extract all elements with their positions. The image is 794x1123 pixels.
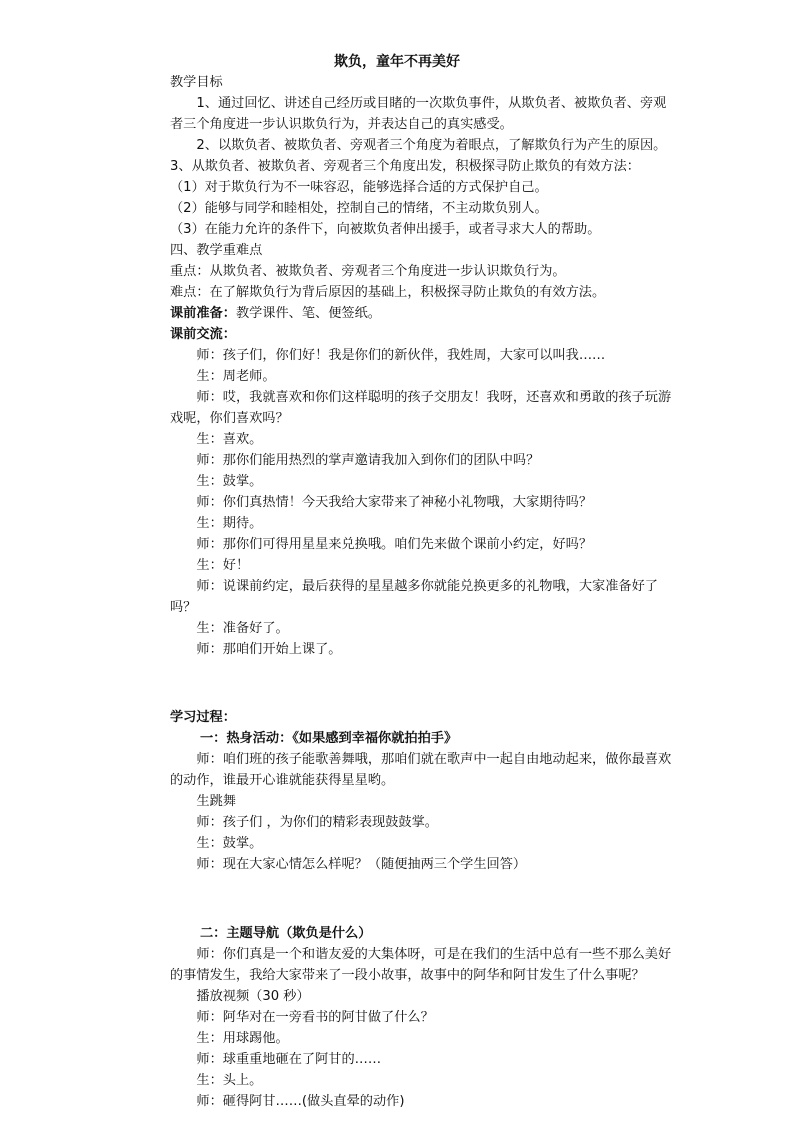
doc-line: 教学目标 [170, 75, 223, 90]
doc-line: 3、从欺负者、被欺负者、旁观者三个角度出发，积极探寻防止欺负的有效方法： [170, 159, 640, 174]
doc-line: 2、以欺负者、被欺负者、旁观者三个角度为着眼点，了解欺负行为产生的原因。 [196, 138, 667, 153]
doc-line: 师：孩子们，你们好！我是你们的新伙伴，我姓周，大家可以叫我…… [196, 348, 606, 363]
doc-line: 生：喜欢。 [196, 432, 263, 447]
doc-line: （2）能够与同学和睦相处，控制自己的情绪，不主动欺负别人。 [170, 201, 548, 216]
doc-line: 播放视频（30 秒） [196, 988, 310, 1004]
blank-line [170, 673, 672, 694]
line-rest: 教学课件、笔、便签纸。 [235, 306, 381, 321]
doc-line: 师：那咱们开始上课了。 [196, 642, 342, 657]
doc-line: 师：说课前约定，最后获得的星星越多你就能兑换更多的礼物哦，大家准备好了吗？ [170, 579, 658, 615]
doc-line: 难点：在了解欺负行为背后原因的基础上，积极探寻防止欺负的有效方法。 [170, 285, 606, 300]
doc-line: 师：哎，我就喜欢和你们这样聪明的孩子交朋友！我呀，还喜欢和勇敢的孩子玩游戏呢，你们喜欢吗？ [170, 390, 672, 426]
doc-line: 师：现在大家心情怎么样呢？（随便抽两三个学生回答） [196, 857, 527, 873]
doc-line: 生：鼓掌。 [196, 474, 263, 489]
doc-line: 师：你们真是一个和谐友爱的大集体呀，可是在我们的生活中总有一些不那么美好的事情发生，我给大家带来了一段小故事，故事中的阿华和阿甘发生了什么事呢？ [170, 946, 672, 983]
doc-line: 师：你们真热情！今天我给大家带来了神秘小礼物哦，大家期待吗？ [196, 495, 593, 510]
doc-line: 生：期待。 [196, 516, 263, 531]
doc-line: 四、教学重难点 [170, 243, 263, 258]
doc-line: 一：热身活动：《如果感到幸福你就拍拍手》 [200, 731, 458, 747]
doc-line: 生：鼓掌。 [196, 836, 263, 852]
doc-line: 学习过程： [170, 710, 236, 726]
doc-line: 二：主题导航（欺负是什么） [200, 925, 372, 941]
line-lead: 课前准备： [170, 306, 236, 321]
doc-line: （3）在能力允许的条件下，向被欺负者伸出援手，或者寻求大人的帮助。 [170, 222, 601, 237]
doc-line [170, 303, 672, 324]
doc-line: 师：那你们可得用星星来兑换哦。咱们先来做个课前小约定，好吗？ [196, 537, 593, 552]
doc-line: 课前交流： [170, 327, 236, 342]
doc-line: 师：那你们能用热烈的掌声邀请我加入到你们的团队中吗？ [196, 453, 540, 468]
doc-line: 师：球重重地砸在了阿甘的…… [196, 1051, 382, 1067]
doc-line: 师：咱们班的孩子能歌善舞哦，那咱们就在歌声中一起自由地动起来，做你最喜欢的动作，谁最开心谁就能获得星星哟。 [170, 752, 672, 789]
doc-line: 生跳舞 [196, 794, 236, 810]
doc-line: 生：好！ [196, 558, 250, 573]
doc-line: 1、通过回忆、讲述自己经历或目睹的一次欺负事件，从欺负者、被欺负者、旁观者三个角度进一步认识欺负行为，并表达自己的真实感受。 [170, 96, 667, 132]
document-body [170, 72, 672, 1112]
doc-line: 师：阿华对在一旁看书的阿甘做了什么？ [196, 1009, 434, 1025]
doc-line: （1）对于欺负行为不一味容忍，能够选择合适的方式保护自己。 [170, 180, 548, 195]
document-title: 欺负，童年不再美好 [334, 54, 460, 70]
doc-line: 生：周老师。 [196, 369, 276, 384]
doc-line: 生：用球踢他。 [196, 1030, 289, 1046]
doc-line: 生：头上。 [196, 1072, 263, 1088]
doc-line: 生：准备好了。 [196, 621, 289, 636]
doc-line: 师：砸得阿甘……(做头直晕的动作) [196, 1093, 405, 1109]
blank-line [170, 889, 672, 910]
doc-line: 重点：从欺负者、被欺负者、旁观者三个角度进一步认识欺负行为。 [170, 264, 566, 279]
doc-line: 师：孩子们 ，为你们的精彩表现鼓鼓掌。 [196, 815, 438, 831]
